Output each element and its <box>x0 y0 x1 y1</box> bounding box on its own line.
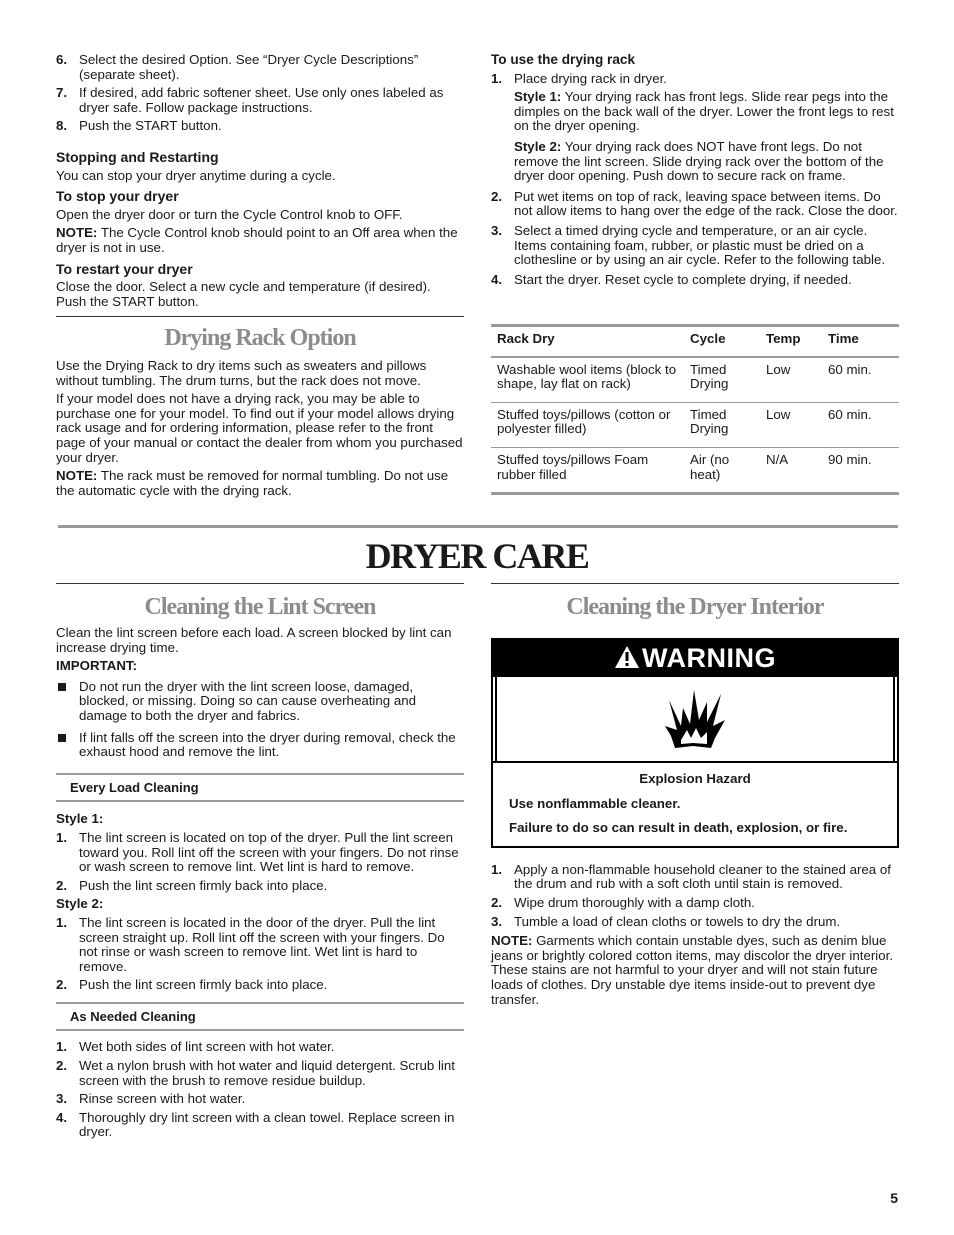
table-cell: 60 min. <box>822 402 899 447</box>
as-needed-steps <box>56 1040 464 1140</box>
column-header: Time <box>822 326 899 357</box>
list-item: 1. Apply a non-flammable household cleaner to the stained area of the drum and rub with a soft cloth until stain is removed. <box>491 861 891 892</box>
section-title: DRYER CARE <box>365 536 589 576</box>
warning-line-2: Failure to do so can result in death, explosion, or fire. <box>509 820 848 836</box>
rack-style-1: Style 1: Your drying rack has front legs. Slide rear pegs into the dimples on the back wall of the dryer. Lower the front legs to rest on the dryer opening. <box>514 89 894 134</box>
table-cell: 60 min. <box>822 357 899 403</box>
style1-title: Style 1: <box>56 811 104 827</box>
list-item: 1. Wet both sides of lint screen with hot water. <box>56 1039 335 1055</box>
list-item: 7. If desired, add fabric softener sheet. Use only ones labeled as dryer safe. Follow package instructions. <box>56 85 444 115</box>
cycle-steps-list <box>56 53 464 134</box>
stopping-text: You can stop your dryer anytime during a cycle. <box>56 167 336 183</box>
table-cell: N/A <box>766 451 789 467</box>
rack-style-2: Style 2: Your drying rack does NOT have front legs. Do not remove the lint screen. Slide drying rack over the bottom of the dryer door opening. Push down to secure rack on frame. <box>514 138 884 184</box>
style2-steps <box>56 916 464 993</box>
stopping-title: Stopping and Restarting <box>56 148 219 165</box>
drying-rack-heading: Drying Rack Option <box>164 325 356 351</box>
top-left-column <box>56 53 464 309</box>
rack-dry-table <box>491 324 899 495</box>
dryer-interior-section <box>491 593 899 1007</box>
as-needed-cleaning-bar: As Needed Cleaning <box>56 1002 464 1032</box>
lint-screen-heading: Cleaning the Lint Screen <box>144 594 376 620</box>
bullet-square-icon <box>58 734 66 742</box>
table-cell: Low <box>760 357 822 403</box>
divider <box>56 316 464 317</box>
important-label: IMPORTANT: <box>56 658 138 674</box>
list-item: 2. Put wet items on top of rack, leaving space between items. Do not allow items to hang over the edge of the rack. Close the door. <box>491 188 898 219</box>
column-header: Temp <box>760 326 822 357</box>
interior-steps <box>491 863 899 929</box>
list-item: 8. Push the START button. <box>56 118 222 134</box>
list-item: 2. Wipe drum thoroughly with a damp cloth. <box>491 894 755 910</box>
table-row <box>491 357 899 403</box>
table-header-row <box>491 326 899 357</box>
table-cell: Low <box>760 402 822 447</box>
list-item: 4. Thoroughly dry lint screen with a clean towel. Replace screen in dryer. <box>56 1109 455 1140</box>
hazard-title: Explosion Hazard <box>639 771 751 786</box>
every-load-cleaning-bar: Every Load Cleaning <box>56 773 464 803</box>
column-header: Rack Dry <box>491 326 684 357</box>
section-divider <box>58 525 898 528</box>
restart-text: Close the door. Select a new cycle and temperature (if desired). Push the START button. <box>56 279 431 309</box>
lint-intro: Clean the lint screen before each load. A screen blocked by lint can increase drying time. <box>56 625 452 655</box>
style2-title: Style 2: <box>56 896 104 912</box>
dryer-interior-heading: Cleaning the Dryer Interior <box>566 594 824 620</box>
list-item: 3. Tumble a load of clean cloths or towels to dry the drum. <box>491 913 841 929</box>
table-cell: Air (no heat) <box>690 451 730 482</box>
table-cell: Timed Drying <box>684 357 760 403</box>
top-right-column <box>491 53 899 287</box>
stop-note: NOTE: The Cycle Control knob should point to an Off area when the dryer is not in use. <box>56 225 458 255</box>
bullet-square-icon <box>58 683 66 691</box>
table-cell: Stuffed toys/pillows Foam rubber filled <box>497 451 649 482</box>
warning-text <box>493 761 897 846</box>
table-row <box>491 447 899 493</box>
use-rack-title: To use the drying rack <box>491 52 636 67</box>
table-cell: Washable wool items (block to shape, lay flat on rack) <box>491 357 684 403</box>
table-cell: 90 min. <box>828 451 872 467</box>
drying-rack-para1: Use the Drying Rack to dry items such as sweaters and pillows without tumbling. The drum turns, but the rack does not move. <box>56 358 427 388</box>
list-item: 1. The lint screen is located in the door of the dryer. Pull the lint screen straight up. Roll lint off the screen with your fingers. Do not rinse or wash screen to remove lint. Wet lint is hard to remove. <box>56 914 445 974</box>
list-item: 2. Push the lint screen firmly back into place. <box>56 877 328 893</box>
restart-title: To restart your dryer <box>56 260 193 277</box>
drying-rack-note: NOTE: The rack must be removed for normal tumbling. Do not use the automatic cycle with the drying rack. <box>56 468 449 498</box>
warning-line-1: Use nonflammable cleaner. <box>509 795 681 811</box>
column-header: Cycle <box>684 326 760 357</box>
warning-header: WARNING <box>493 640 897 677</box>
list-item: 1. Place drying rack in dryer. Style 1: Your drying rack has front legs. Slide rear pegs into the dimples on the back wall of the dryer. Lower the front legs to rest on the dryer opening. Style 2: Your drying rack does NOT have front legs. Do not remove the lint screen. Slide drying rack over the bottom of the dryer door opening. Push down to secure rack on frame. <box>491 72 899 184</box>
list-item: If lint falls off the screen into the dryer during removal, check the exhaust hood and remove the lint. <box>56 731 464 760</box>
divider <box>491 583 899 584</box>
list-item: 3. Rinse screen with hot water. <box>56 1091 246 1107</box>
list-item: 2. Push the lint screen firmly back into place. <box>56 977 328 993</box>
rack-table-wrap <box>491 324 899 495</box>
list-item: 4. Start the dryer. Reset cycle to complete drying, if needed. <box>491 271 852 287</box>
style1-steps <box>56 831 464 893</box>
warning-box <box>491 638 899 848</box>
lint-screen-section <box>56 593 464 1140</box>
interior-note: NOTE: Garments which contain unstable dyes, such as denim blue jeans or brightly colored cotton items, may discolor the dryer interior. These stains are not harmful to your dryer and will not stain future loads of clothes. Dry unstable dye items inside-out to prevent dye transfer. <box>491 933 894 1007</box>
lint-bullets <box>56 680 464 760</box>
table-cell: Stuffed toys/pillows (cotton or polyester filled) <box>491 402 684 447</box>
page-number: 5 <box>890 1190 898 1206</box>
list-item: Do not run the dryer with the lint screen loose, damaged, blocked, or missing. Doing so can cause overheating and damage to both the dryer and fabrics. <box>56 680 464 724</box>
use-rack-steps <box>491 72 899 288</box>
warning-triangle-icon <box>614 645 640 669</box>
explosion-icon <box>495 677 895 761</box>
divider <box>56 583 464 584</box>
stop-text: Open the dryer door or turn the Cycle Control knob to OFF. <box>56 206 403 222</box>
drying-rack-section <box>56 324 464 498</box>
list-item: 1. The lint screen is located on top of the dryer. Pull the lint screen toward you. Roll lint off the screen with your fingers. Do not rinse or wash screen to remove lint. Wet lint is hard to remove. <box>56 829 459 875</box>
drying-rack-para2: If your model does not have a drying rack, you may be able to purchase one for your model. To find out if your model allows drying rack usage and for ordering information, please refer to the front page of your manual or contact the dealer from whom you purchased your dryer. <box>56 391 463 465</box>
list-item: 6. Select the desired Option. See “Dryer Cycle Descriptions” (separate sheet). <box>56 52 419 82</box>
list-item: 3. Select a timed drying cycle and temperature, or an air cycle. Items containing foam, rubber, or plastic must be dried on a clothesline or by using an air cycle. Refer to the following table. <box>491 222 886 268</box>
table-row <box>491 402 899 447</box>
list-item: 2. Wet a nylon brush with hot water and liquid detergent. Scrub lint screen with the brush to remove residue buildup. <box>56 1058 455 1088</box>
table-cell: Timed Drying <box>684 402 760 447</box>
stop-title: To stop your dryer <box>56 188 179 205</box>
